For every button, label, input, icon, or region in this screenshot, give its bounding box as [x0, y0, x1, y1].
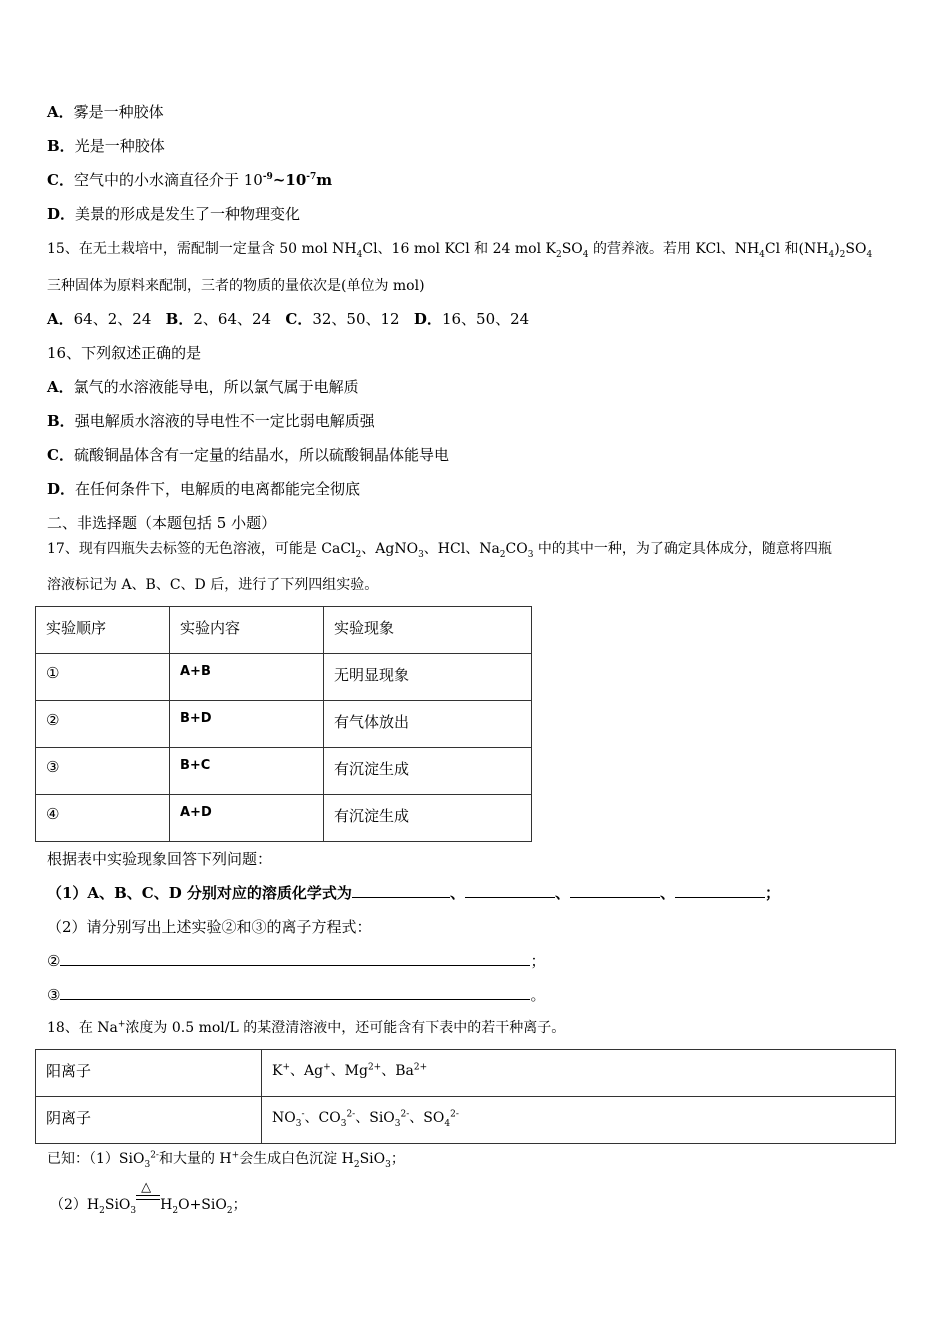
separator: ；: [764, 884, 780, 902]
table-row: [36, 1097, 896, 1144]
q17-sub2: （2）请分别写出上述实验②和③的离子方程式：: [47, 918, 372, 936]
option-text-mid: ~10: [272, 171, 307, 189]
table-cell: A+B: [170, 654, 324, 701]
option-text: 2、64、24: [193, 310, 272, 328]
heating-equals-sign: [136, 1180, 160, 1209]
q14-option-c: [47, 170, 332, 190]
sep: 、: [409, 1110, 424, 1126]
option-text: 光是一种胶体: [74, 137, 165, 155]
separator: 、: [449, 884, 465, 902]
answer-blank-d[interactable]: [675, 883, 765, 898]
q14-option-a: [47, 102, 164, 122]
subscript: 2: [555, 249, 562, 260]
sep: 、: [381, 1063, 396, 1079]
option-label: B．: [47, 137, 75, 155]
subscript: 2: [499, 549, 506, 560]
text: 、AgNO: [361, 541, 419, 557]
answer-label: ③: [47, 986, 61, 1004]
charge: -: [301, 1109, 305, 1120]
subscript: 3: [527, 549, 534, 560]
exponent: -7: [306, 172, 317, 182]
q17-stem-line2: 溶液标记为 A、B、C、D 后，进行了下列四组实验。: [47, 577, 379, 593]
ion: Ag: [304, 1063, 324, 1079]
q16-option-a: [47, 377, 359, 397]
charge: +: [323, 1062, 331, 1073]
option-label: A．: [47, 378, 74, 396]
text: 已知：（1）SiO: [47, 1151, 145, 1167]
sep: 、: [304, 1110, 319, 1126]
superscript: +: [231, 1150, 240, 1161]
ion: SiO: [369, 1110, 395, 1126]
option-text: 雾是一种胶体: [73, 103, 164, 121]
text: 18、在 Na: [47, 1020, 118, 1036]
table-cell-label: 阳离子: [36, 1050, 262, 1097]
table-row: [36, 748, 532, 795]
text: SiO: [359, 1151, 386, 1167]
superscript: 2-: [150, 1150, 159, 1161]
table-header-cell: 实验内容: [170, 607, 324, 654]
q16-stem: 16、下列叙述正确的是: [47, 344, 202, 362]
text: Cl、16 mol KCl 和 24 mol K: [362, 241, 556, 257]
subscript: 2: [172, 1205, 179, 1216]
table-row: [36, 654, 532, 701]
table-row: [36, 701, 532, 748]
q17-answer-3: [47, 985, 545, 1005]
ion-table: [35, 1049, 896, 1144]
subscript: 3: [385, 1159, 391, 1170]
text: SiO: [104, 1197, 131, 1213]
subscript: 4: [582, 249, 589, 260]
text: 15、在无土栽培中，需配制一定量含 50 mol NH: [47, 241, 357, 257]
text: CO: [505, 541, 528, 557]
subscript: 3: [418, 549, 424, 560]
subscript: 4: [444, 1118, 451, 1129]
option-text: 强电解质水溶液的导电性不一定比弱电解质强: [74, 412, 375, 430]
ion: Ba: [395, 1063, 414, 1079]
q16-option-c: [47, 445, 449, 465]
ion: NO: [272, 1110, 296, 1126]
text: 的营养液。若用 KCl、NH: [588, 241, 760, 257]
text: （1）A、B、C、D 分别对应的溶质化学式为: [47, 884, 352, 902]
option-label: C．: [47, 446, 74, 464]
option-label: A．: [47, 103, 74, 121]
answer-blank-a[interactable]: [352, 883, 450, 898]
ion: SO: [423, 1110, 445, 1126]
q16-option-b: [47, 411, 375, 431]
table-cell: ①: [36, 654, 170, 701]
table-cell: 无明显现象: [324, 654, 532, 701]
subscript: 3: [340, 1118, 347, 1129]
table-cell-ions: [262, 1097, 896, 1144]
subscript: 2: [226, 1205, 233, 1216]
subscript: 3: [130, 1205, 137, 1216]
table-cell: B+D: [170, 701, 324, 748]
separator: 、: [554, 884, 570, 902]
table-header-row: [36, 607, 532, 654]
option-text: 16、50、24: [441, 310, 530, 328]
text: Cl 和(NH: [764, 241, 829, 257]
q15-stem-line2: 三种固体为原料来配制，三者的物质的量依次是(单位为 mol): [47, 278, 425, 294]
q17-answer-2: [47, 951, 545, 971]
charge: 2-: [346, 1109, 356, 1120]
text: 、HCl、Na: [423, 541, 500, 557]
table-row: [36, 1050, 896, 1097]
answer-blank-b[interactable]: [465, 883, 555, 898]
subscript: 3: [295, 1118, 302, 1129]
table-header-cell: 实验现象: [324, 607, 532, 654]
subscript: 2: [839, 249, 846, 260]
subscript: 4: [866, 249, 873, 260]
table-cell: 有气体放出: [324, 701, 532, 748]
experiment-table: [35, 606, 532, 842]
text: SO: [561, 241, 583, 257]
text: 会生成白色沉淀 H: [239, 1151, 354, 1167]
option-text: 空气中的小水滴直径介于 10: [73, 171, 263, 189]
table-cell: 有沉淀生成: [324, 748, 532, 795]
separator: 、: [659, 884, 675, 902]
text: ): [834, 241, 840, 257]
subscript: 4: [759, 249, 765, 260]
table-cell: ②: [36, 701, 170, 748]
charge: 2-: [400, 1109, 410, 1120]
option-label: D．: [413, 310, 442, 328]
subscript: 2: [353, 1159, 360, 1170]
table-cell: B+C: [170, 748, 324, 795]
table-header-cell: 实验顺序: [36, 607, 170, 654]
charge: 2+: [367, 1062, 382, 1073]
ion: Mg: [344, 1063, 368, 1079]
option-label: B．: [47, 412, 75, 430]
exponent: -9: [262, 172, 273, 182]
q17-sub1: [47, 883, 780, 903]
answer-label: ②: [47, 952, 61, 970]
table-cell: 有沉淀生成: [324, 795, 532, 842]
sep: 、: [330, 1063, 345, 1079]
subscript: 3: [144, 1159, 151, 1170]
table-row: [36, 795, 532, 842]
q18-stem: [47, 1018, 565, 1038]
sep: 、: [355, 1110, 370, 1126]
table-cell: ③: [36, 748, 170, 795]
option-label: C．: [47, 171, 74, 189]
subscript: 2: [355, 549, 362, 560]
q17-instruction: 根据表中实验现象回答下列问题：: [47, 850, 273, 868]
answer-blank-c[interactable]: [570, 883, 660, 898]
section-heading: 二、非选择题（本题包括 5 小题）: [47, 514, 277, 532]
answer-blank-eq3[interactable]: [60, 985, 530, 1000]
q14-option-d: [47, 204, 300, 224]
option-text: 硫酸铜晶体含有一定量的结晶水，所以硫酸铜晶体能导电: [73, 446, 449, 464]
q15-stem-line1: [47, 239, 872, 259]
text: H: [160, 1197, 173, 1213]
superscript: +: [117, 1019, 126, 1030]
punct: ；: [530, 952, 546, 970]
text: O+SiO: [178, 1197, 227, 1213]
option-label: D．: [47, 480, 76, 498]
option-text: 氯气的水溶液能导电，所以氯气属于电解质: [73, 378, 359, 396]
charge: +: [282, 1062, 291, 1073]
text: 17、现有四瓶失去标签的无色溶液，可能是 CaCl: [47, 541, 356, 557]
text: （2）H: [50, 1197, 100, 1213]
table-cell: ④: [36, 795, 170, 842]
text: ；: [232, 1197, 247, 1213]
text: 和大量的 H: [158, 1151, 232, 1167]
charge: 2-: [450, 1109, 459, 1120]
ion: K: [272, 1063, 283, 1079]
q18-known-2: [50, 1180, 247, 1216]
q17-stem-line1: [47, 539, 832, 559]
text: SO: [845, 241, 867, 257]
subscript: 4: [356, 249, 363, 260]
option-text: 64、2、24: [73, 310, 152, 328]
punct: 。: [530, 986, 546, 1004]
unit: m: [316, 171, 333, 189]
q14-option-b: [47, 136, 165, 156]
option-text: 美景的形成是发生了一种物理变化: [75, 205, 301, 223]
ion: CO: [318, 1110, 341, 1126]
option-label: B．: [165, 310, 194, 328]
text: 浓度为 0.5 mol/L 的某澄清溶液中，还可能含有下表中的若干种离子。: [125, 1020, 566, 1036]
subscript: 3: [394, 1118, 401, 1129]
charge: 2+: [413, 1062, 428, 1073]
table-cell-label: 阴离子: [36, 1097, 262, 1144]
subscript: 4: [828, 249, 835, 260]
table-cell-ions: [262, 1050, 896, 1097]
answer-blank-eq2[interactable]: [60, 951, 530, 966]
option-label: D．: [47, 205, 76, 223]
text: 中的其中一种，为了确定具体成分，随意将四瓶: [533, 541, 832, 557]
option-text: 32、50、12: [312, 310, 400, 328]
delta-icon: △: [141, 1180, 152, 1195]
sep: 、: [290, 1063, 305, 1079]
option-label: A．: [47, 310, 74, 328]
q16-option-d: [47, 479, 360, 499]
text: ；: [390, 1151, 405, 1167]
q15-options: [47, 309, 529, 329]
table-cell: A+D: [170, 795, 324, 842]
option-label: C．: [285, 310, 313, 328]
option-text: 在任何条件下，电解质的电离都能完全彻底: [75, 480, 361, 498]
subscript: 2: [99, 1205, 105, 1216]
q18-known-1: [47, 1149, 405, 1169]
